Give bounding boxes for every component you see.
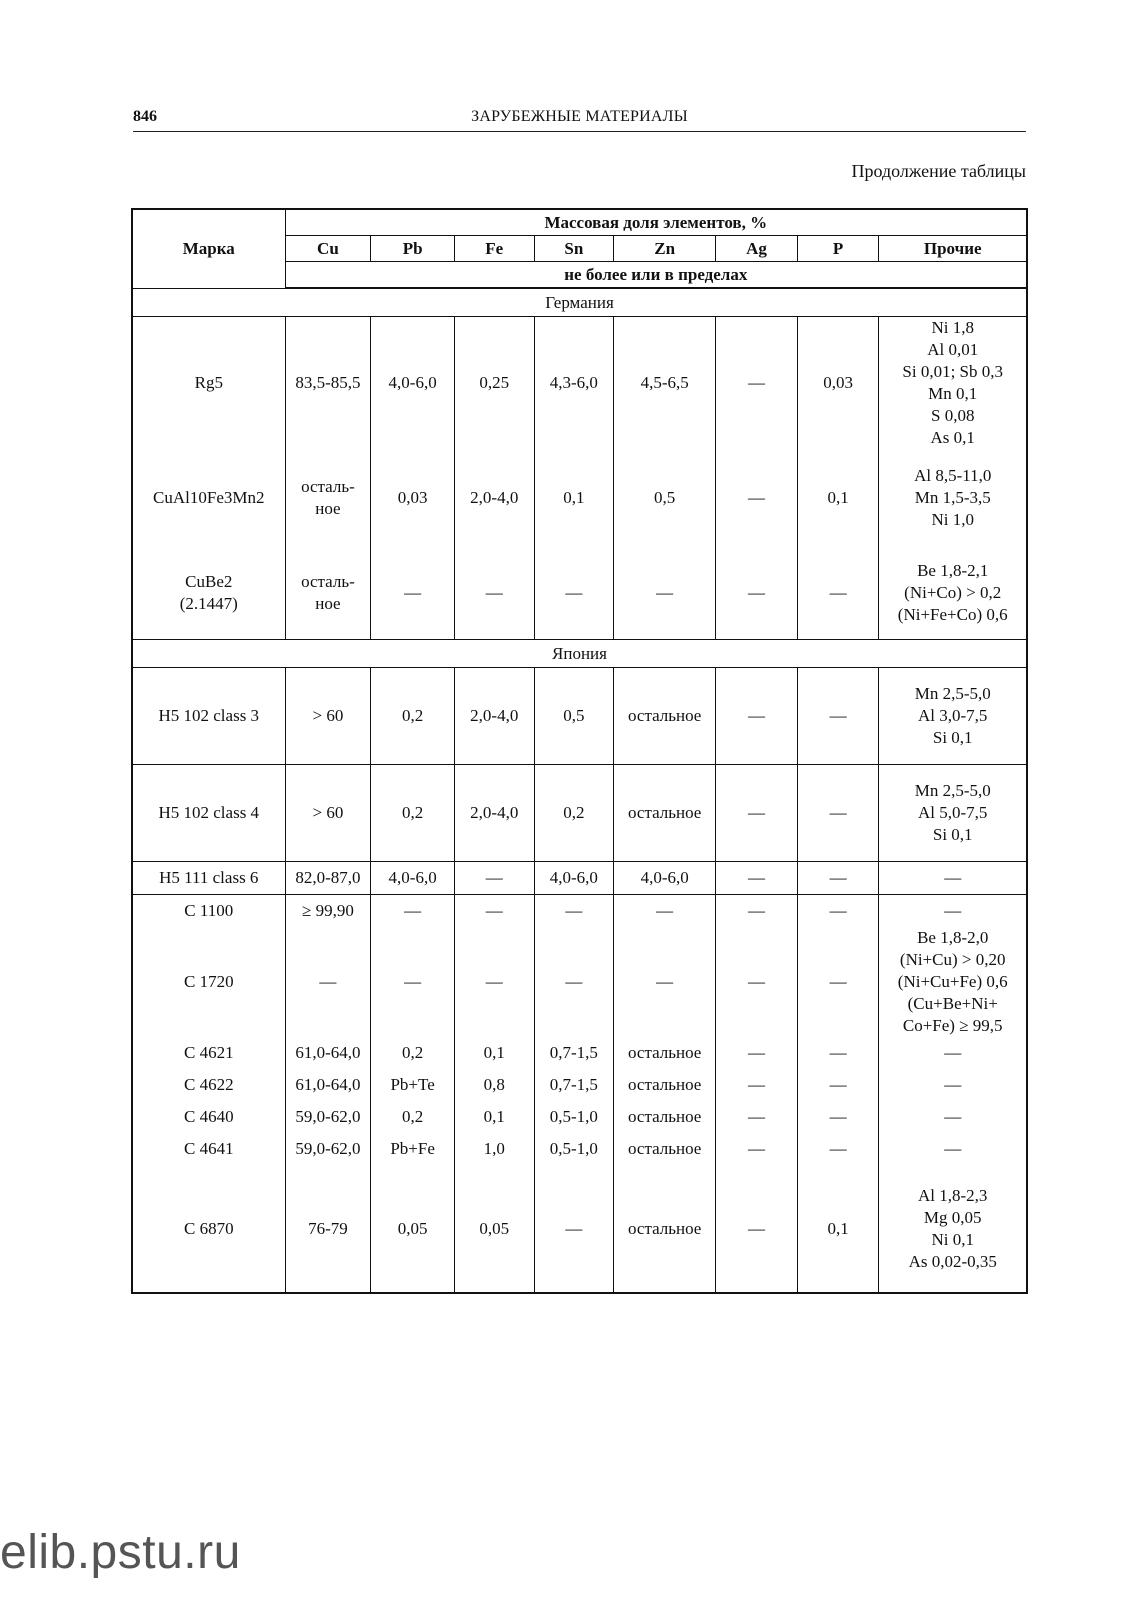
table-header (132, 209, 1027, 288)
section-row (132, 288, 1027, 317)
value-cell: остальное (614, 1101, 716, 1133)
value-cell: — (797, 1101, 879, 1133)
mark-cell: CuAl10Fe3Mn2 (132, 449, 285, 547)
value-cell: остальное (614, 668, 716, 765)
continuation-label: Продолжение таблицы (851, 161, 1026, 181)
value-cell: 0,2 (534, 765, 614, 862)
page-header (133, 105, 1026, 132)
value-cell: Pb+Te (371, 1069, 455, 1101)
header-col-sn: Sn (534, 236, 614, 262)
value-cell: остальное (614, 1133, 716, 1165)
value-cell: — (454, 547, 534, 640)
value-cell: 0,05 (371, 1165, 455, 1293)
value-cell: 82,0-87,0 (285, 862, 371, 895)
value-cell: — (716, 547, 798, 640)
value-cell: 0,8 (454, 1069, 534, 1101)
value-cell: осталь- ное (285, 449, 371, 547)
value-cell: 0,7-1,5 (534, 1037, 614, 1069)
value-cell: 59,0-62,0 (285, 1133, 371, 1165)
mark-cell: C 4641 (132, 1133, 285, 1165)
mark-cell: C 1100 (132, 895, 285, 928)
country-heading: Япония (132, 640, 1027, 668)
value-cell: 0,25 (454, 317, 534, 450)
table-row (132, 1133, 1027, 1165)
value-cell: 0,1 (534, 449, 614, 547)
header-col-cu: Cu (285, 236, 371, 262)
mark-cell: H5 111 class 6 (132, 862, 285, 895)
value-cell: — (797, 862, 879, 895)
value-cell: 0,5-1,0 (534, 1133, 614, 1165)
value-cell: 4,5-6,5 (614, 317, 716, 450)
value-cell: — (797, 765, 879, 862)
value-cell: — (534, 895, 614, 928)
value-cell: — (716, 862, 798, 895)
value-cell: осталь- ное (285, 547, 371, 640)
value-cell: — (716, 927, 798, 1037)
value-cell: 61,0-64,0 (285, 1037, 371, 1069)
table-row (132, 1101, 1027, 1133)
header-group: Массовая доля элементов, % (285, 209, 1027, 236)
value-cell: — (716, 449, 798, 547)
value-cell: 0,5 (614, 449, 716, 547)
running-title: ЗАРУБЕЖНЫЕ МАТЕРИАЛЫ (471, 108, 688, 125)
value-cell: — (454, 927, 534, 1037)
value-cell: Al 8,5-11,0 Mn 1,5-3,5 Ni 1,0 (879, 449, 1027, 547)
value-cell: — (454, 862, 534, 895)
value-cell: — (797, 927, 879, 1037)
value-cell: — (716, 1133, 798, 1165)
table-row (132, 668, 1027, 765)
value-cell: 4,0-6,0 (614, 862, 716, 895)
value-cell: — (285, 927, 371, 1037)
value-cell: Be 1,8-2,1 (Ni+Co) > 0,2 (Ni+Fe+Co) 0,6 (879, 547, 1027, 640)
value-cell: — (797, 547, 879, 640)
value-cell: 0,7-1,5 (534, 1069, 614, 1101)
table-row (132, 547, 1027, 640)
value-cell: 0,03 (371, 449, 455, 547)
value-cell: 0,03 (797, 317, 879, 450)
country-heading: Германия (132, 288, 1027, 317)
value-cell: 59,0-62,0 (285, 1101, 371, 1133)
value-cell: Pb+Fe (371, 1133, 455, 1165)
value-cell: 0,2 (371, 668, 455, 765)
value-cell: — (716, 1165, 798, 1293)
value-cell: 0,1 (797, 449, 879, 547)
table-row (132, 317, 1027, 450)
value-cell: — (371, 927, 455, 1037)
value-cell: 4,3-6,0 (534, 317, 614, 450)
value-cell: — (371, 547, 455, 640)
mark-cell: C 1720 (132, 927, 285, 1037)
value-cell: — (879, 862, 1027, 895)
value-cell: 76-79 (285, 1165, 371, 1293)
value-cell: 0,2 (371, 1101, 455, 1133)
value-cell: ≥ 99,90 (285, 895, 371, 928)
value-cell: — (879, 895, 1027, 928)
value-cell: — (534, 547, 614, 640)
mark-cell: C 4622 (132, 1069, 285, 1101)
value-cell: 0,2 (371, 1037, 455, 1069)
value-cell: — (614, 547, 716, 640)
value-cell: 0,2 (371, 765, 455, 862)
value-cell: Mn 2,5-5,0 Al 3,0-7,5 Si 0,1 (879, 668, 1027, 765)
value-cell: 83,5-85,5 (285, 317, 371, 450)
mark-cell: C 6870 (132, 1165, 285, 1293)
value-cell: — (716, 317, 798, 450)
value-cell: Al 1,8-2,3 Mg 0,05 Ni 0,1 As 0,02-0,35 (879, 1165, 1027, 1293)
value-cell: — (879, 1133, 1027, 1165)
header-col-fe: Fe (454, 236, 534, 262)
value-cell: — (716, 765, 798, 862)
value-cell: 0,1 (797, 1165, 879, 1293)
value-cell: — (454, 895, 534, 928)
value-cell: остальное (614, 1069, 716, 1101)
value-cell: 0,1 (454, 1037, 534, 1069)
value-cell: 4,0-6,0 (371, 317, 455, 450)
header-col-ag: Ag (716, 236, 798, 262)
value-cell: — (534, 927, 614, 1037)
value-cell: остальное (614, 1165, 716, 1293)
value-cell: Ni 1,8 Al 0,01 Si 0,01; Sb 0,3 Mn 0,1 S 0,08 As 0,1 (879, 317, 1027, 450)
value-cell: — (797, 895, 879, 928)
header-subtitle: не более или в пределах (285, 262, 1027, 289)
mark-cell: C 4621 (132, 1037, 285, 1069)
table-row (132, 1165, 1027, 1293)
value-cell: 1,0 (454, 1133, 534, 1165)
value-cell: — (879, 1101, 1027, 1133)
value-cell: — (879, 1069, 1027, 1101)
table-row (132, 449, 1027, 547)
value-cell: — (797, 1069, 879, 1101)
mark-cell: C 4640 (132, 1101, 285, 1133)
section-row (132, 640, 1027, 668)
value-cell: 0,5 (534, 668, 614, 765)
value-cell: Be 1,8-2,0 (Ni+Cu) > 0,20 (Ni+Cu+Fe) 0,6 (Cu+Be+Ni+ Co+Fe) ≥ 99,5 (879, 927, 1027, 1037)
value-cell: 0,5-1,0 (534, 1101, 614, 1133)
value-cell: > 60 (285, 668, 371, 765)
value-cell: — (534, 1165, 614, 1293)
table-row (132, 895, 1027, 928)
value-cell: — (797, 668, 879, 765)
value-cell: — (716, 1037, 798, 1069)
header-col-other: Прочие (879, 236, 1027, 262)
value-cell: остальное (614, 765, 716, 862)
mark-cell: CuBe2 (2.1447) (132, 547, 285, 640)
header-col-pb: Pb (371, 236, 455, 262)
value-cell: — (371, 895, 455, 928)
table-body (132, 288, 1027, 1293)
mark-cell: H5 102 class 4 (132, 765, 285, 862)
value-cell: 4,0-6,0 (534, 862, 614, 895)
table-row (132, 1037, 1027, 1069)
value-cell: 2,0-4,0 (454, 668, 534, 765)
value-cell: 2,0-4,0 (454, 765, 534, 862)
mark-cell: H5 102 class 3 (132, 668, 285, 765)
value-cell: — (797, 1133, 879, 1165)
value-cell: — (716, 1101, 798, 1133)
value-cell: остальное (614, 1037, 716, 1069)
value-cell: 0,05 (454, 1165, 534, 1293)
value-cell: — (879, 1037, 1027, 1069)
value-cell: 61,0-64,0 (285, 1069, 371, 1101)
value-cell: 2,0-4,0 (454, 449, 534, 547)
value-cell: 4,0-6,0 (371, 862, 455, 895)
table-row (132, 862, 1027, 895)
value-cell: > 60 (285, 765, 371, 862)
value-cell: 0,1 (454, 1101, 534, 1133)
value-cell: — (614, 895, 716, 928)
header-mark: Марка (132, 209, 285, 288)
mark-cell: Rg5 (132, 317, 285, 450)
value-cell: — (716, 668, 798, 765)
page-number: 846 (133, 108, 157, 125)
value-cell: — (797, 1037, 879, 1069)
value-cell: Mn 2,5-5,0 Al 5,0-7,5 Si 0,1 (879, 765, 1027, 862)
table-row (132, 765, 1027, 862)
value-cell: — (716, 895, 798, 928)
watermark: elib.pstu.ru (0, 1526, 241, 1579)
value-cell: — (614, 927, 716, 1037)
composition-table (131, 208, 1028, 1294)
header-col-p: P (797, 236, 879, 262)
table-row (132, 927, 1027, 1037)
table-row (132, 1069, 1027, 1101)
header-col-zn: Zn (614, 236, 716, 262)
value-cell: — (716, 1069, 798, 1101)
